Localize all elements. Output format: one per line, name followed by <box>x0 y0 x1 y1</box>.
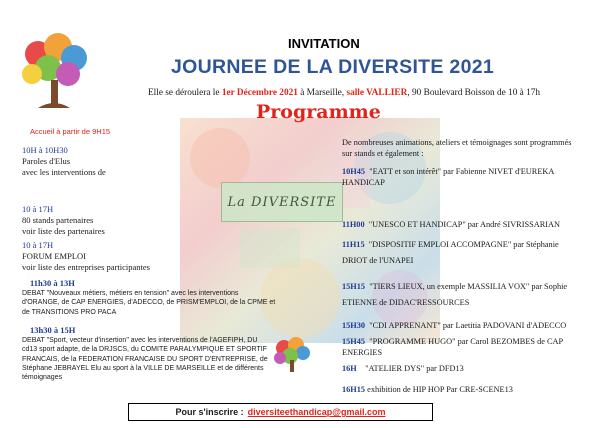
right-item-text: "ATELIER DYS" par DFD13 <box>365 364 464 373</box>
right-item-text: exhibition de HIP HOP Par CRE-SCENE13 <box>367 385 513 394</box>
left-item-line: Paroles d'Elus <box>22 156 71 166</box>
right-item-text: "TIERS LIEUX, un exemple MASSILIA VOX" par Sophie <box>369 282 568 291</box>
right-intro <box>342 137 572 159</box>
left-item-time: 10 à 17H <box>22 204 54 214</box>
left-item-line: voir liste des entreprises participantes <box>22 262 150 272</box>
left-item-line: DEBAT "Sport, vecteur d'insertion" avec les interventions de l'AGEFIPH, DU <box>22 337 258 344</box>
left-item-line: FRANCAIS, de la FEDERATION FRANCAISE DU SPORT D'ENTREPRISE, de <box>22 355 268 363</box>
right-intro-line: De nombreuses animations, ateliers et témoignages sont programmés <box>342 138 572 147</box>
page-title: JOURNEE DE LA DIVERSITE 2021 <box>170 56 495 78</box>
left-item-line: FORUM EMPLOI <box>22 251 86 261</box>
right-item-7 <box>342 363 464 374</box>
invitation-label: INVITATION <box>288 36 360 51</box>
left-item-time: 10H à 10H30 <box>22 145 68 155</box>
left-item-4 <box>22 278 275 317</box>
right-item-4 <box>342 281 567 308</box>
left-item-line: Stéphane JEBRAYEL Elu au sport à la VILLE DE MARSEILLE et de différents <box>22 364 264 372</box>
right-item-text: "DISPOSITIF EMPLOI ACCOMPAGNE" par Stéphanie <box>368 240 559 249</box>
event-venue: salle VALLIER <box>346 88 408 98</box>
registration-label: Pour s'inscrire : <box>175 407 244 417</box>
left-item-line: de TRANSITIONS PRO PACA <box>22 308 117 316</box>
left-item-line: d'ORANGE, de CAP ENERGIES, d'ADECCO, de PRISM'EMPLOI, de la CPME et <box>22 299 276 307</box>
right-item-1 <box>342 166 554 188</box>
left-item-line: 80 stands partenaires <box>22 215 94 225</box>
left-item-5 <box>22 325 268 382</box>
right-item-8 <box>342 384 513 395</box>
right-item-text: "CDI APPRENANT" par Laetitia PADOVANI d'ADECCO <box>369 321 567 330</box>
right-intro-line: sur stands et également : <box>342 149 424 158</box>
right-item-time: 16H15 <box>342 385 366 394</box>
right-item-time: 16H <box>342 364 357 373</box>
left-item-line: avec les interventions de <box>22 167 106 177</box>
left-item-time: 10 à 17H <box>22 240 54 250</box>
right-item-6 <box>342 336 563 358</box>
right-item-text: "PROGRAMME HUGO" par Carol BEZOMBES de CAP <box>369 337 564 346</box>
left-item-line: témoignages <box>22 374 63 382</box>
right-item-time: 11H00 <box>342 220 365 229</box>
left-item-3 <box>22 240 150 273</box>
right-item-time: 15H45 <box>342 337 366 346</box>
registration-box <box>128 403 433 421</box>
right-item-text2: ENERGIES <box>342 348 383 357</box>
event-date: 1er Décembre 2021 <box>221 88 298 98</box>
registration-email-link[interactable]: diversiteethandicap@gmail.com <box>247 407 386 417</box>
right-item-time: 15H30 <box>342 321 366 330</box>
date-middle: à Marseille, <box>297 88 347 98</box>
right-item-time: 11H15 <box>342 240 365 249</box>
left-item-time: 13h30 à 15H <box>30 325 76 335</box>
date-prefix: Elle se déroulera le <box>148 88 222 98</box>
right-item-time: 10H45 <box>342 167 366 176</box>
left-item-line: DEBAT "Nouveaux métiers, métiers en tension" avec les interventions <box>22 290 239 297</box>
diversity-tree-logo-small <box>272 336 312 376</box>
programme-heading: Programme <box>256 101 381 123</box>
right-item-text2: HANDICAP <box>342 178 385 187</box>
right-item-text2: ETIENNE de DIDAC'RESSOURCES <box>342 298 470 307</box>
banner-text: La DIVERSITE <box>227 194 337 210</box>
right-item-text: "EATT et son intérêt" par Fabienne NIVET d'EUREKA <box>369 167 555 176</box>
left-item-2 <box>22 204 105 237</box>
left-item-line: voir liste des partenaires <box>22 226 105 236</box>
accueil-note: Accueil à partir de 9H15 <box>30 127 111 136</box>
right-item-2 <box>342 219 560 230</box>
right-item-5 <box>342 320 566 331</box>
right-item-time: 15H15 <box>342 282 366 291</box>
left-item-line: cd13 sport adapte, de la DRJSCS, du COMITE PARALYMPIQUE ET SPORTIF <box>22 346 267 354</box>
left-item-1 <box>22 145 106 178</box>
right-item-3 <box>342 239 559 266</box>
date-suffix: , 90 Boulevard Boisson de 10 à 17h <box>407 88 541 98</box>
right-item-text: "UNESCO ET HANDICAP" par André SIVRISSARIAN <box>368 220 560 229</box>
left-item-time: 11h30 à 13H <box>30 278 75 288</box>
right-item-text2: DRIOT de l'UNAPEI <box>342 256 414 265</box>
diversite-banner <box>221 182 343 222</box>
date-line <box>148 88 540 98</box>
